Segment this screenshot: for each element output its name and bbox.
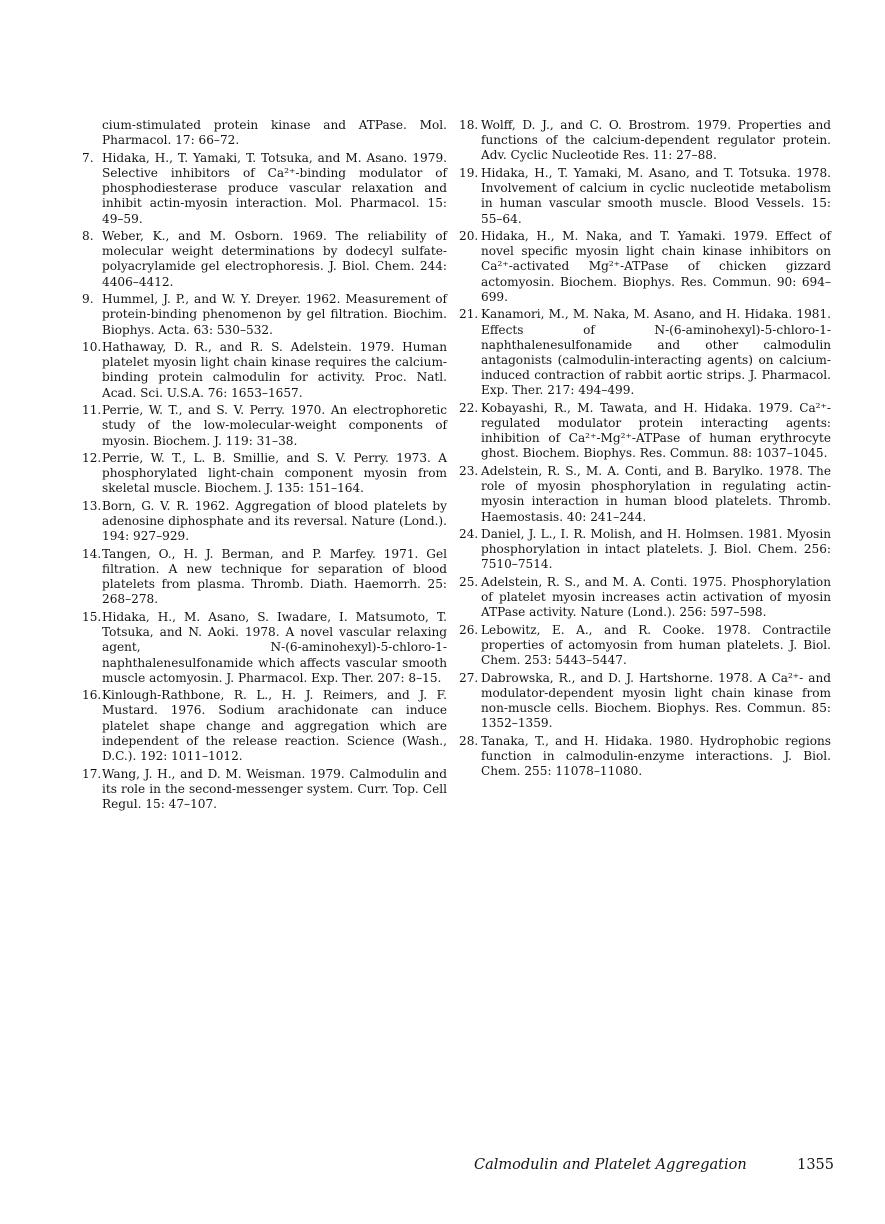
reference-number: 22. [459, 400, 479, 415]
reference-text: Wolff, D. J., and C. O. Brostrom. 1979. Properties and functions of the calcium-dependent regulator protein. Adv. Cyclic Nucleotide Res. 11: 27–88. [481, 118, 831, 163]
reference-entry [82, 610, 447, 686]
reference-number: 11. [82, 403, 102, 418]
reference-list-left [82, 118, 447, 815]
reference-number: 19. [459, 165, 479, 180]
reference-text: Tanaka, T., and H. Hidaka. 1980. Hydrophobic regions function in calmodulin-enzyme interactions. J. Biol. Chem. 255: 11078–11080. [481, 733, 831, 779]
reference-number: 28. [459, 733, 479, 748]
reference-number: 27. [459, 670, 479, 685]
reference-number: 18. [459, 118, 479, 132]
reference-entry [82, 767, 447, 813]
reference-text: Perrie, W. T., L. B. Smillie, and S. V. Perry. 1973. A phosphorylated light-chain component myosin from skeletal muscle. Biochem. J. 135: 151–164. [102, 451, 447, 496]
reference-text: Tangen, O., H. J. Berman, and P. Marfey. 1971. Gel filtration. A new technique for separation of blood platelets from plasma. Thromb. Diath. Haemorrh. 25: 268–278. [102, 546, 447, 607]
reference-text: Perrie, W. T., and S. V. Perry. 1970. An electrophoretic study of the low-molecular-weight components of myosin. Biochem. J. 119: 31–38. [102, 403, 447, 448]
reference-text: Dabrowska, R., and D. J. Hartshorne. 1978. A Ca²⁺- and modulator-dependent myosin light chain kinase from non-muscle cells. Biochem. Biophys. Res. Commun. 85: 1352–1359. [481, 670, 831, 731]
reference-text: Hummel, J. P., and W. Y. Dreyer. 1962. Measurement of protein-binding phenomenon by gel filtration. Biochim. Biophys. Acta. 63: 530–532. [102, 292, 447, 337]
running-title: Calmodulin and Platelet Aggregation [474, 1157, 747, 1173]
reference-number: 12. [82, 451, 102, 466]
reference-entry [459, 734, 831, 780]
reference-text: Kanamori, M., M. Naka, M. Asano, and H. Hidaka. 1981. Effects of N-(6-aminohexyl)-5-chloro-1-naphthalenesulfonamide and other calmodulin antagonists (calmodulin-interacting agents) on calcium-induced contraction of rabbit aortic strips. J. Pharmacol. Exp. Ther. 217: 494–499. [481, 307, 831, 398]
reference-entry [82, 451, 447, 497]
reference-number: 17. [82, 766, 102, 781]
reference-text: Hidaka, H., T. Yamaki, T. Totsuka, and M. Asano. 1979. Selective inhibitors of Ca²⁺-binding modulator of phosphodiesterase produce vascular relaxation and inhibit actin-myosin interaction. Mol. Pharmacol. 15: 49–59. [102, 150, 447, 226]
reference-entry [82, 292, 447, 338]
reference-entry [82, 229, 447, 290]
reference-text: Adelstein, R. S., M. A. Conti, and B. Barylko. 1978. The role of myosin phosphorylation in regulating actin-myosin interaction in human blood platelets. Thromb. Haemostasis. 40: 241–244. [481, 463, 831, 524]
reference-entry [459, 575, 831, 621]
reference-text: Kobayashi, R., M. Tawata, and H. Hidaka. 1979. Ca²⁺-regulated modulator protein interacting agents: inhibition of Ca²⁺-Mg²⁺-ATPase of human erythrocyte ghost. Biochem. Biophys. Res. Commun. 88: 1037–1045. [481, 400, 831, 461]
reference-entry [82, 403, 447, 449]
reference-entry [459, 671, 831, 732]
reference-entry [459, 307, 831, 398]
reference-entry [459, 623, 831, 669]
reference-number: 16. [82, 688, 102, 703]
reference-number: 14. [82, 546, 102, 561]
reference-text: Wang, J. H., and D. M. Weisman. 1979. Calmodulin and its role in the second-messenger system. Curr. Top. Cell Regul. 15: 47–107. [102, 766, 447, 811]
reference-number: 9. [82, 292, 94, 307]
reference-number: 26. [459, 622, 479, 637]
reference-entry [82, 340, 447, 401]
reference-text: Hathaway, D. R., and R. S. Adelstein. 1979. Human platelet myosin light chain kinase requires the calcium-binding protein calmodulin for activity. Proc. Natl. Acad. Sci. U.S.A. 76: 1653–1657. [102, 340, 447, 400]
reference-number: 15. [82, 609, 102, 624]
reference-entry [82, 688, 447, 764]
reference-entry [82, 118, 447, 148]
reference-text: cium-stimulated protein kinase and ATPase. Mol. Pharmacol. 17: 66–72. [102, 118, 447, 148]
reference-number: 25. [459, 574, 479, 589]
reference-number: 23. [459, 463, 479, 478]
reference-number: 20. [459, 229, 479, 244]
reference-number: 13. [82, 498, 102, 513]
reference-entry [459, 229, 831, 305]
reference-entry [82, 499, 447, 545]
reference-number: 24. [459, 527, 479, 542]
reference-text: Daniel, J. L., I. R. Molish, and H. Holmsen. 1981. Myosin phosphorylation in intact platelets. J. Biol. Chem. 256: 7510–7514. [481, 527, 831, 572]
reference-entry [459, 527, 831, 573]
reference-entry [459, 401, 831, 462]
reference-entry [82, 547, 447, 608]
reference-text: Kinlough-Rathbone, R. L., H. J. Reimers, and J. F. Mustard. 1976. Sodium arachidonate can induce platelet shape change and aggregation which are independent of the release reaction. Science (Wash., D.C.). 192: 1011–1012. [102, 688, 447, 764]
reference-text: Weber, K., and M. Osborn. 1969. The reliability of molecular weight determinations by dodecyl sulfate-polyacrylamide gel electrophoresis. J. Biol. Chem. 244: 4406–4412. [102, 229, 447, 289]
reference-text: Hidaka, H., M. Naka, and T. Yamaki. 1979. Effect of novel specific myosin light chain kinase inhibitors on Ca²⁺-activated Mg²⁺-ATPase of chicken gizzard actomyosin. Biochem. Biophys. Res. Commun. 90: 694–699. [481, 229, 831, 304]
reference-entry [459, 464, 831, 525]
reference-text: Adelstein, R. S., and M. A. Conti. 1975. Phosphorylation of platelet myosin increases actin activation of myosin ATPase activity. Nature (Lond.). 256: 597–598. [481, 574, 831, 620]
reference-entry [459, 118, 831, 164]
reference-text: Hidaka, H., M. Asano, S. Iwadare, I. Matsumoto, T. Totsuka, and N. Aoki. 1978. A novel vascular relaxing agent, N-(6-aminohexyl)-5-chloro-1-naphthalenesulfonamide which affects vascular smooth muscle actomyosin. J. Pharmacol. Exp. Ther. 207: 8–15. [102, 609, 447, 685]
reference-text: Hidaka, H., T. Yamaki, M. Asano, and T. Totsuka. 1978. Involvement of calcium in cyclic nucleotide metabolism in human vascular smooth muscle. Blood Vessels. 15: 55–64. [481, 165, 831, 226]
reference-entry [82, 151, 447, 227]
reference-text: Lebowitz, E. A., and R. Cooke. 1978. Contractile properties of actomyosin from human platelets. J. Biol. Chem. 253: 5443–5447. [481, 622, 831, 668]
reference-text: Born, G. V. R. 1962. Aggregation of blood platelets by adenosine diphosphate and its reversal. Nature (Lond.). 194: 927–929. [102, 498, 447, 544]
reference-list-right [459, 118, 831, 782]
reference-number: 10. [82, 340, 102, 355]
reference-number: 8. [82, 229, 94, 244]
reference-number: 7. [82, 150, 94, 165]
page-number: 1355 [797, 1157, 834, 1173]
reference-number: 21. [459, 307, 479, 322]
reference-entry [459, 166, 831, 227]
